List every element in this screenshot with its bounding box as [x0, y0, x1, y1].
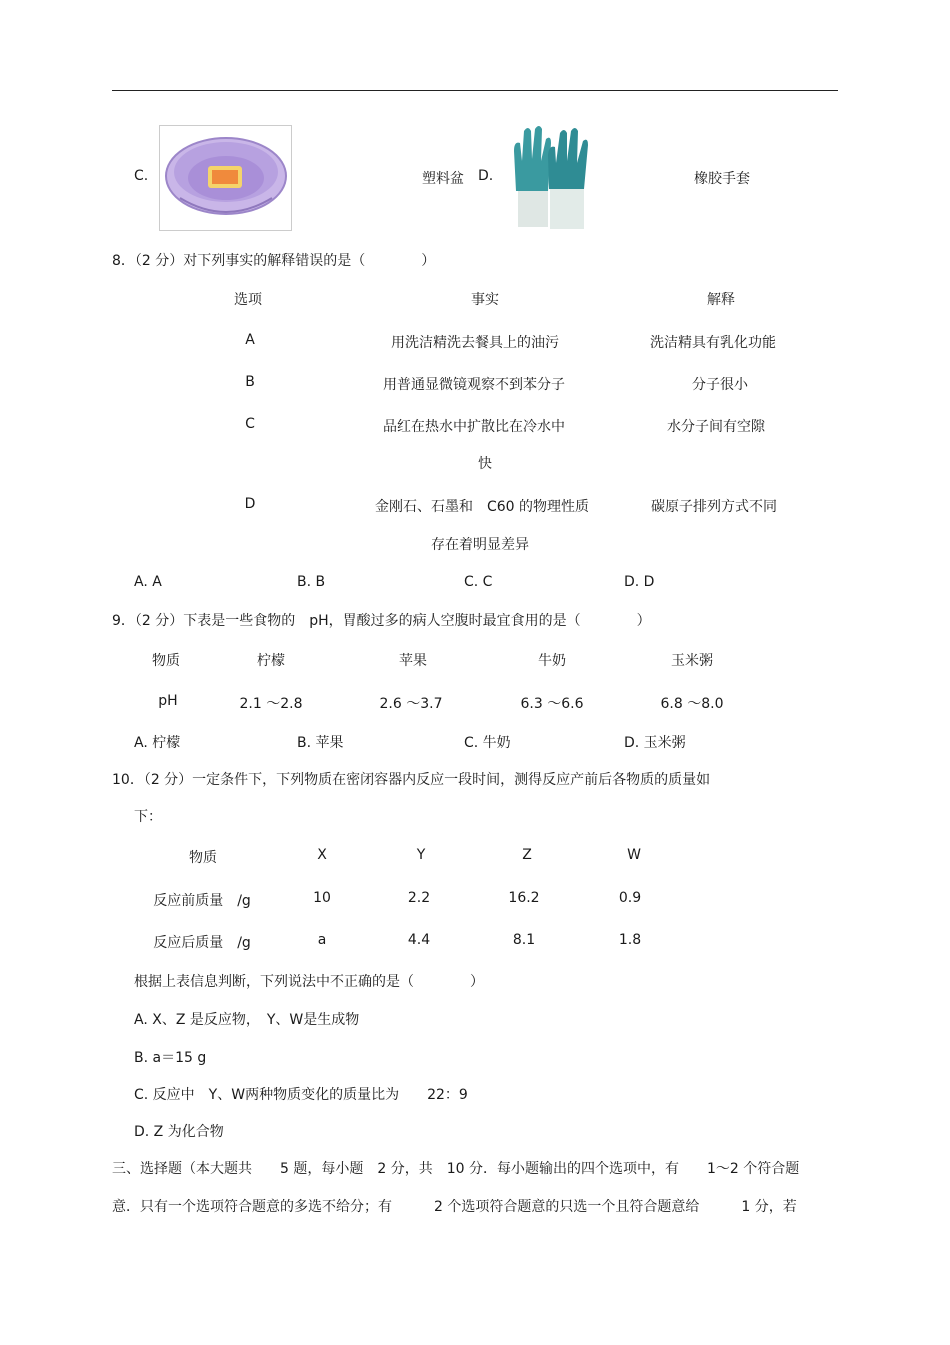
q10-header-x: X — [317, 847, 327, 863]
q8-stem: 8．（2 分）对下列事实的解释错误的是（ ） — [112, 253, 436, 269]
q8-row-d-explanation: 碳原子排列方式不同 — [651, 499, 777, 515]
q9-answer-c: C. 牛奶 — [464, 735, 511, 751]
q8-answer-b: B. B — [297, 574, 326, 590]
q8-header-option: 选项 — [234, 292, 262, 308]
q8-row-b-option: B — [245, 374, 255, 390]
q10-stem-line2: 下： — [134, 809, 162, 825]
q9-ph-label: pH — [158, 693, 178, 709]
q10-option-b: B. a＝15 g — [134, 1050, 207, 1066]
q9-header-apple: 苹果 — [399, 653, 427, 669]
section3-line1: 三、选择题（本大题共 5 题，每小题 2 分，共 10 分．每小题输出的四个选项中，有 1～2 个符合题 — [112, 1161, 800, 1177]
q10-question: 根据上表信息判断，下列说法中不正确的是（ ） — [134, 974, 484, 990]
q8-answer-d: D. D — [624, 574, 655, 590]
q8-row-c-fact-cont: 快 — [478, 456, 492, 472]
q9-answer-d: D. 玉米粥 — [624, 735, 686, 751]
q10-option-d: D. Z 为化合物 — [134, 1124, 224, 1140]
q8-row-d-fact-cont: 存在着明显差异 — [431, 537, 529, 553]
q9-header-lemon: 柠檬 — [257, 653, 285, 669]
q7-option-d-letter: D. — [478, 168, 494, 184]
q10-header-w: W — [627, 847, 641, 863]
q9-ph-lemon: 2.1 ～2.8 — [239, 696, 303, 712]
header-rule — [112, 90, 838, 91]
q10-after-label: 反应后质量 /g — [153, 935, 251, 951]
q8-row-b-explanation: 分子很小 — [692, 377, 748, 393]
q9-header-substance: 物质 — [152, 653, 180, 669]
q10-after-w: 1.8 — [618, 932, 642, 948]
q9-ph-milk: 6.3 ～6.6 — [520, 696, 584, 712]
q8-row-d-fact: 金刚石、石墨和 C60 的物理性质 — [374, 499, 590, 515]
q10-after-x: a — [317, 932, 327, 948]
q8-row-c-fact: 品红在热水中扩散比在冷水中 — [383, 419, 565, 435]
q7-option-d-label: 橡胶手套 — [694, 171, 750, 187]
q9-header-corn-porridge: 玉米粥 — [671, 653, 713, 669]
q10-before-z: 16.2 — [508, 890, 540, 906]
plastic-basin-image — [159, 125, 292, 231]
q10-option-c: C. 反应中 Y、W两种物质变化的质量比为 22：9 — [134, 1087, 468, 1103]
q10-stem-line1: 10．（2 分）一定条件下，下列物质在密闭容器内反应一段时间，测得反应产前后各物质的质量如 — [112, 772, 711, 788]
q8-row-b-fact: 用普通显微镜观察不到苯分子 — [383, 377, 565, 393]
q9-ph-apple: 2.6 ～3.7 — [379, 696, 443, 712]
q10-before-y: 2.2 — [407, 890, 431, 906]
q10-before-label: 反应前质量 /g — [153, 893, 251, 909]
q10-before-w: 0.9 — [618, 890, 642, 906]
q8-row-a-option: A — [245, 332, 255, 348]
section3-line2: 意．只有一个选项符合题意的多选不给分；有 2 个选项符合题意的只选一个且符合题意给 1 分，若 — [112, 1199, 797, 1215]
q10-option-a: A. X、Z 是反应物， Y、W是生成物 — [134, 1012, 360, 1028]
q8-row-c-explanation: 水分子间有空隙 — [667, 419, 765, 435]
q10-after-z: 8.1 — [512, 932, 536, 948]
q8-row-c-option: C — [245, 416, 255, 432]
q8-row-a-explanation: 洗洁精具有乳化功能 — [650, 335, 776, 351]
q7-option-c-label: 塑料盆 — [422, 171, 464, 187]
q8-answer-c: C. C — [464, 574, 493, 590]
q9-answer-a: A. 柠檬 — [134, 735, 181, 751]
q10-header-y: Y — [416, 847, 426, 863]
q8-row-a-fact: 用洗洁精洗去餐具上的油污 — [391, 335, 559, 351]
q8-header-explanation: 解释 — [707, 292, 735, 308]
q8-answer-a: A. A — [134, 574, 162, 590]
q9-ph-corn-porridge: 6.8 ～8.0 — [660, 696, 724, 712]
q10-header-substance: 物质 — [189, 850, 217, 866]
q8-header-fact: 事实 — [471, 292, 499, 308]
q9-stem: 9．（2 分）下表是一些食物的 pH，胃酸过多的病人空腹时最宜食用的是（ ） — [112, 613, 651, 629]
q7-option-c-letter: C. — [134, 168, 149, 184]
q9-header-milk: 牛奶 — [538, 653, 566, 669]
q10-after-y: 4.4 — [407, 932, 431, 948]
q8-row-d-option: D — [244, 496, 256, 512]
q9-answer-b: B. 苹果 — [297, 735, 344, 751]
rubber-gloves-image — [504, 121, 598, 232]
q10-header-z: Z — [522, 847, 532, 863]
q10-before-x: 10 — [313, 890, 331, 906]
